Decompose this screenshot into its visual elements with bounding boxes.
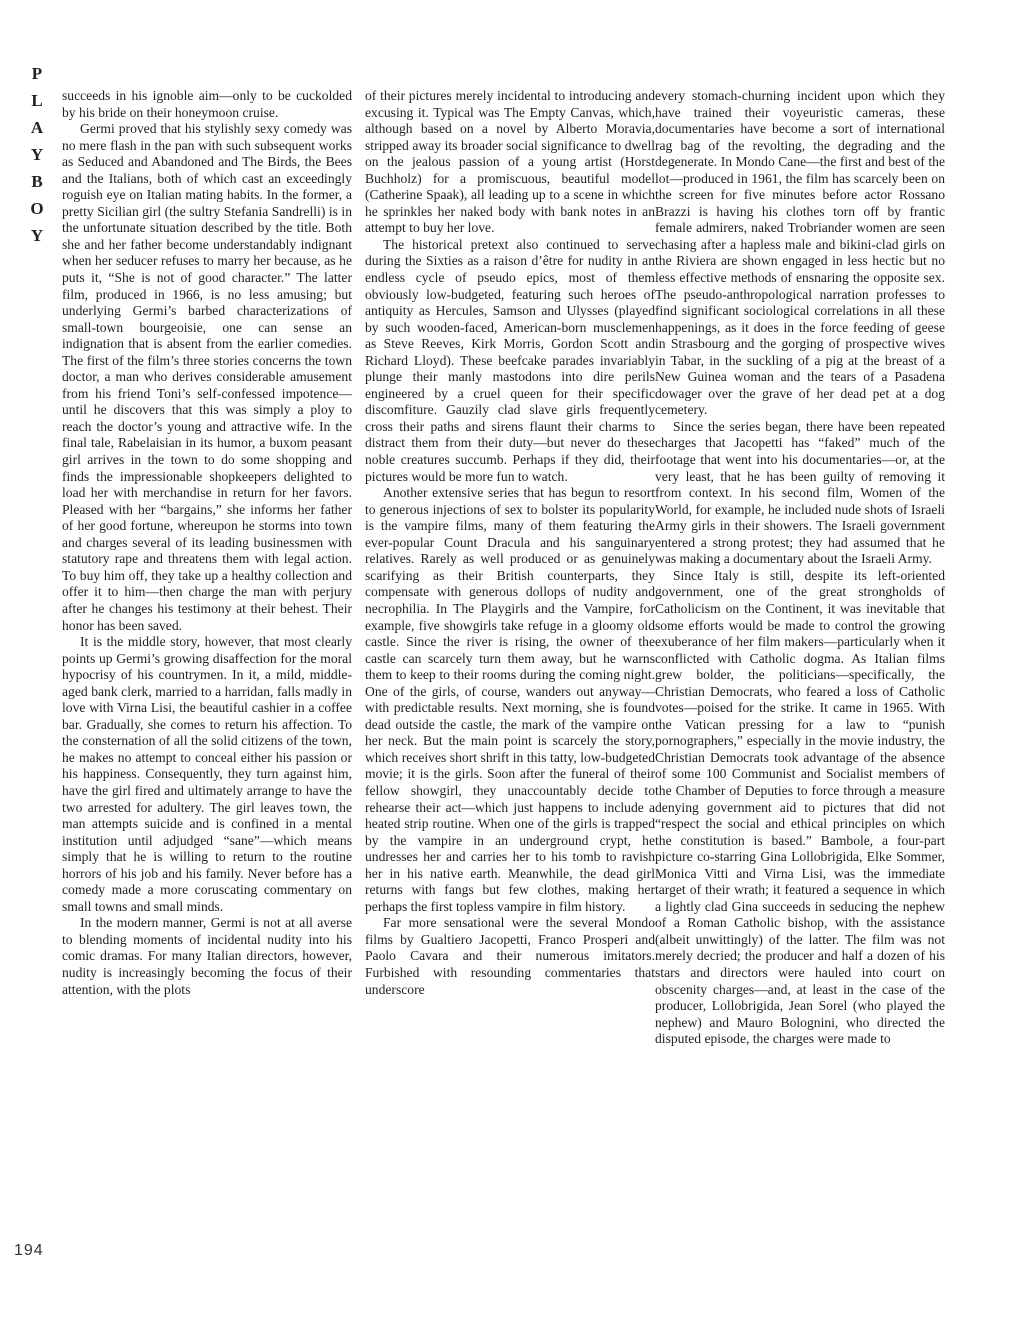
paragraph: It is the middle story, however, that most clearly points up Germi’s growing disaffection for the moral hypocrisy of his countrymen. In it, a mild, middle-aged bank clerk, married to a harridan, falls madly in love with Virna Lisi, the beautiful cashier in a coffee bar. Gradually, she comes to return his affection. To the consternation of all the solid citizens of the town, he makes no attempt to conceal either his passion or his happiness. Consequently, they turn against him, have the girl fired and ultimately arrange to have the two arrested for adultery. The girl leaves town, the man attempts suicide and is confined in a mental institution until adjudged “sane”—which means simply that he is willing to return to the routine horrors of his job and his family. Never before has a comedy made a more coruscating commentary on small towns and small minds. [62, 634, 352, 914]
paragraph: succeeds in his ignoble aim—only to be cuckolded by his bride on their honeymoon cruise. [62, 88, 352, 120]
text-column-1 [62, 88, 352, 998]
paragraph: of their pictures merely incidental to introducing and excusing it. Typical was The Empty Canvas, which, although based on a novel by Alberto Moravia, stripped away its broader social significance to dwell on the jealous passion of a young artist (Horst Buchholz) for a promiscuous, beautiful model (Catherine Spaak), all leading up to a scene in which he sprinkles her naked body with bank notes in an attempt to buy her love. [365, 88, 655, 236]
masthead-letter: L [31, 91, 43, 110]
paragraph: every stomach-churning incident upon which they have trained their voyeuristic cameras, these documentaries have become a sort of international rag bag of the revolting, the degrading and the degenerate. In Mondo Cane—the first and best of the lot—produced in 1961, the film has scarcely been on the screen for five minutes before actor Rossano Brazzi is having his clothes torn off by frantic female admirers, naked Trobriander women are seen chasing after a hapless male and bikini-clad girls on the Riviera are shown engaged in less hectic but no less effective methods of ensnaring the opposite sex. The pseudo-anthropological narration professes to find significant sociological correlations in all these happenings, as it does in the force feeding of geese in Strasbourg and the gorging of prospective wives in Tabar, in the suckling of a pig at the breast of a New Guinea woman and the tears of a Pasadena dowager over the grave of her dead pet at a dog cemetery. [655, 88, 945, 418]
masthead-letter: B [31, 172, 43, 191]
masthead-letter: O [30, 199, 44, 218]
masthead-vertical [28, 60, 46, 249]
paragraph: In the modern manner, Germi is not at all averse to blending moments of incidental nudity into his comic dramas. For many Italian directors, however, nudity is increasingly becoming the focus of their attention, with the plots [62, 915, 352, 997]
masthead-letter: Y [30, 226, 44, 245]
paragraph: The historical pretext also continued to serve during the Sixties as a raison d’être for nudity in an endless cycle of pseudo epics, most of them obviously low-budgeted, featuring such heroes of antiquity as Hercules, Samson and Ulysses (played by such wooden-faced, American-born musclemen as Steve Reeves, Kirk Morris, Gordon Scott and Richard Lloyd). These beefcake parades invariably plunge their manly mastodons into dire perils engineered by a cruel queen for their specific discomfiture. Gauzily clad slave girls frequently cross their paths and sirens flaunt their charms to distract them from their duty—but never do these noble creatures succumb. Perhaps if they did, their pictures would be more fun to watch. [365, 236, 655, 484]
masthead-letter: P [31, 64, 43, 83]
paragraph: Another extensive series that has begun to resort to generous injections of sex to bolster its popularity is the vampire films, many of them featuring the ever-popular Count Dracula and his sanguinary relatives. Rarely as well produced or as genuinely scarifying as their British counterparts, they compensate with generous dollops of nudity and necrophilia. In The Playgirls and the Vampire, for example, five showgirls take refuge in a gloomy old castle. Since the river is rising, the owner of the castle can scarcely turn them away, but he warns them to keep to their rooms during the coming night. One of the girls, of course, wanders out anyway—with predictable results. Next morning, she is found dead outside the castle, the mark of the vampire on her neck. But the main point is scarcely the story, which receives short shrift in this tatty, low-budgeted movie; it is the girls. Soon after the funeral of their fellow showgirl, they unaccountably decide to rehearse their act—which just happens to include a heated strip routine. When one of the girls is trapped by the vampire in an underground crypt, he undresses her and carries her to his tomb to ravish her in his native earth. Meanwhile, the dead girl returns with fangs but few clothes, making her perhaps the first topless vampire in film history. [365, 485, 655, 914]
masthead-letter: Y [30, 145, 44, 164]
paragraph: Since the series began, there have been repeated charges that Jacopetti has “faked” much of the footage that went into his documentaries—or, at the very least, that he has been guilty of removing it from context. In his second film, Women of the World, for example, he included nude shots of Israeli Army girls in their showers. The Israeli government entered a strong protest; they had assumed that he was making a documentary about the Israeli Army. [655, 418, 945, 567]
paragraph: Far more sensational were the several Mondo films by Gualtiero Jacopetti, Franco Prosperi and Paolo Cavara and their numerous imitators. Furbished with resounding commentaries that underscore [365, 915, 655, 997]
text-column-2 [365, 88, 655, 998]
text-column-3 [655, 88, 945, 1048]
masthead-letter: A [30, 118, 44, 137]
page-number: 194 [14, 1242, 44, 1259]
paragraph: Since Italy is still, despite its left-oriented government, one of the great strongholds of Catholicism on the Continent, it was inevitable that some efforts would be made to control the growing exuberance of her film makers—particularly when it conflicted with Catholic dogma. As Italian films grew bolder, the politicians—specifically, the Christian Democrats, who feared a loss of Catholic votes—poised for the strike. It came in 1965. With the Vatican pressing for a law to “punish pornographers,” especially in the movie industry, the Christian Democrats took advantage of the absence of some 100 Communist and Socialist members of the Chamber of Deputies to force through a measure denying government aid to pictures that did not “respect the social and ethical principles on which the constitution is based.” Bambole, a four-part picture co-starring Gina Lollobrigida, Elke Sommer, Monica Vitti and Virna Lisi, was the immediate target of their wrath; it featured a sequence in which a lightly clad Gina succeeds in seducing the nephew of a Roman Catholic bishop, with the assistance (albeit unwittingly) of the latter. The film was not merely decried; the producer and half a dozen of his stars and directors were hauled into court on obscenity charges—and, at least in the case of the producer, Lollobrigida, Jean Sorel (who played the nephew) and Mauro Bolognini, who directed the disputed episode, the charges were made to [655, 567, 945, 1047]
paragraph: Germi proved that his stylishly sexy comedy was no mere flash in the pan with such subsequent works as Seduced and Abandoned and The Birds, the Bees and the Italians, both of which cast an exceedingly roguish eye on Italian mating habits. In the former, a pretty Sicilian girl (the sultry Stefania Sandrelli) is in the unfortunate situation described by the title. Both she and her father become understandably indignant when her seducer refuses to marry her because, as he puts it, “She is not of good character.” The latter film, produced in 1966, is no less amusing; but underlying Germi’s barbed characterizations of small-town bourgeoisie, one can sense an indignation that is absent from the earlier comedies. The first of the film’s three stories concerns the town doctor, a man who derives considerable amusement from his friend Toni’s self-confessed impotence—until he discovers that this was simply a ploy to reach the doctor’s young and attractive wife. In the final tale, Rabelaisian in its humor, a buxom peasant girl arrives in the town to do some shopping and finds the impressionable shopkeepers delighted to load her with merchandise in return for her favors. Pleased with her “bargains,” she informs her father of her good fortune, whereupon he storms into town and charges several of its leading businessmen with statutory rape and threatens them with legal action. To buy him off, they take up a healthy collection and offer it to him—then charge the man with perjury after he changes his testimony at their behest. Their honor has been saved. [62, 121, 352, 633]
